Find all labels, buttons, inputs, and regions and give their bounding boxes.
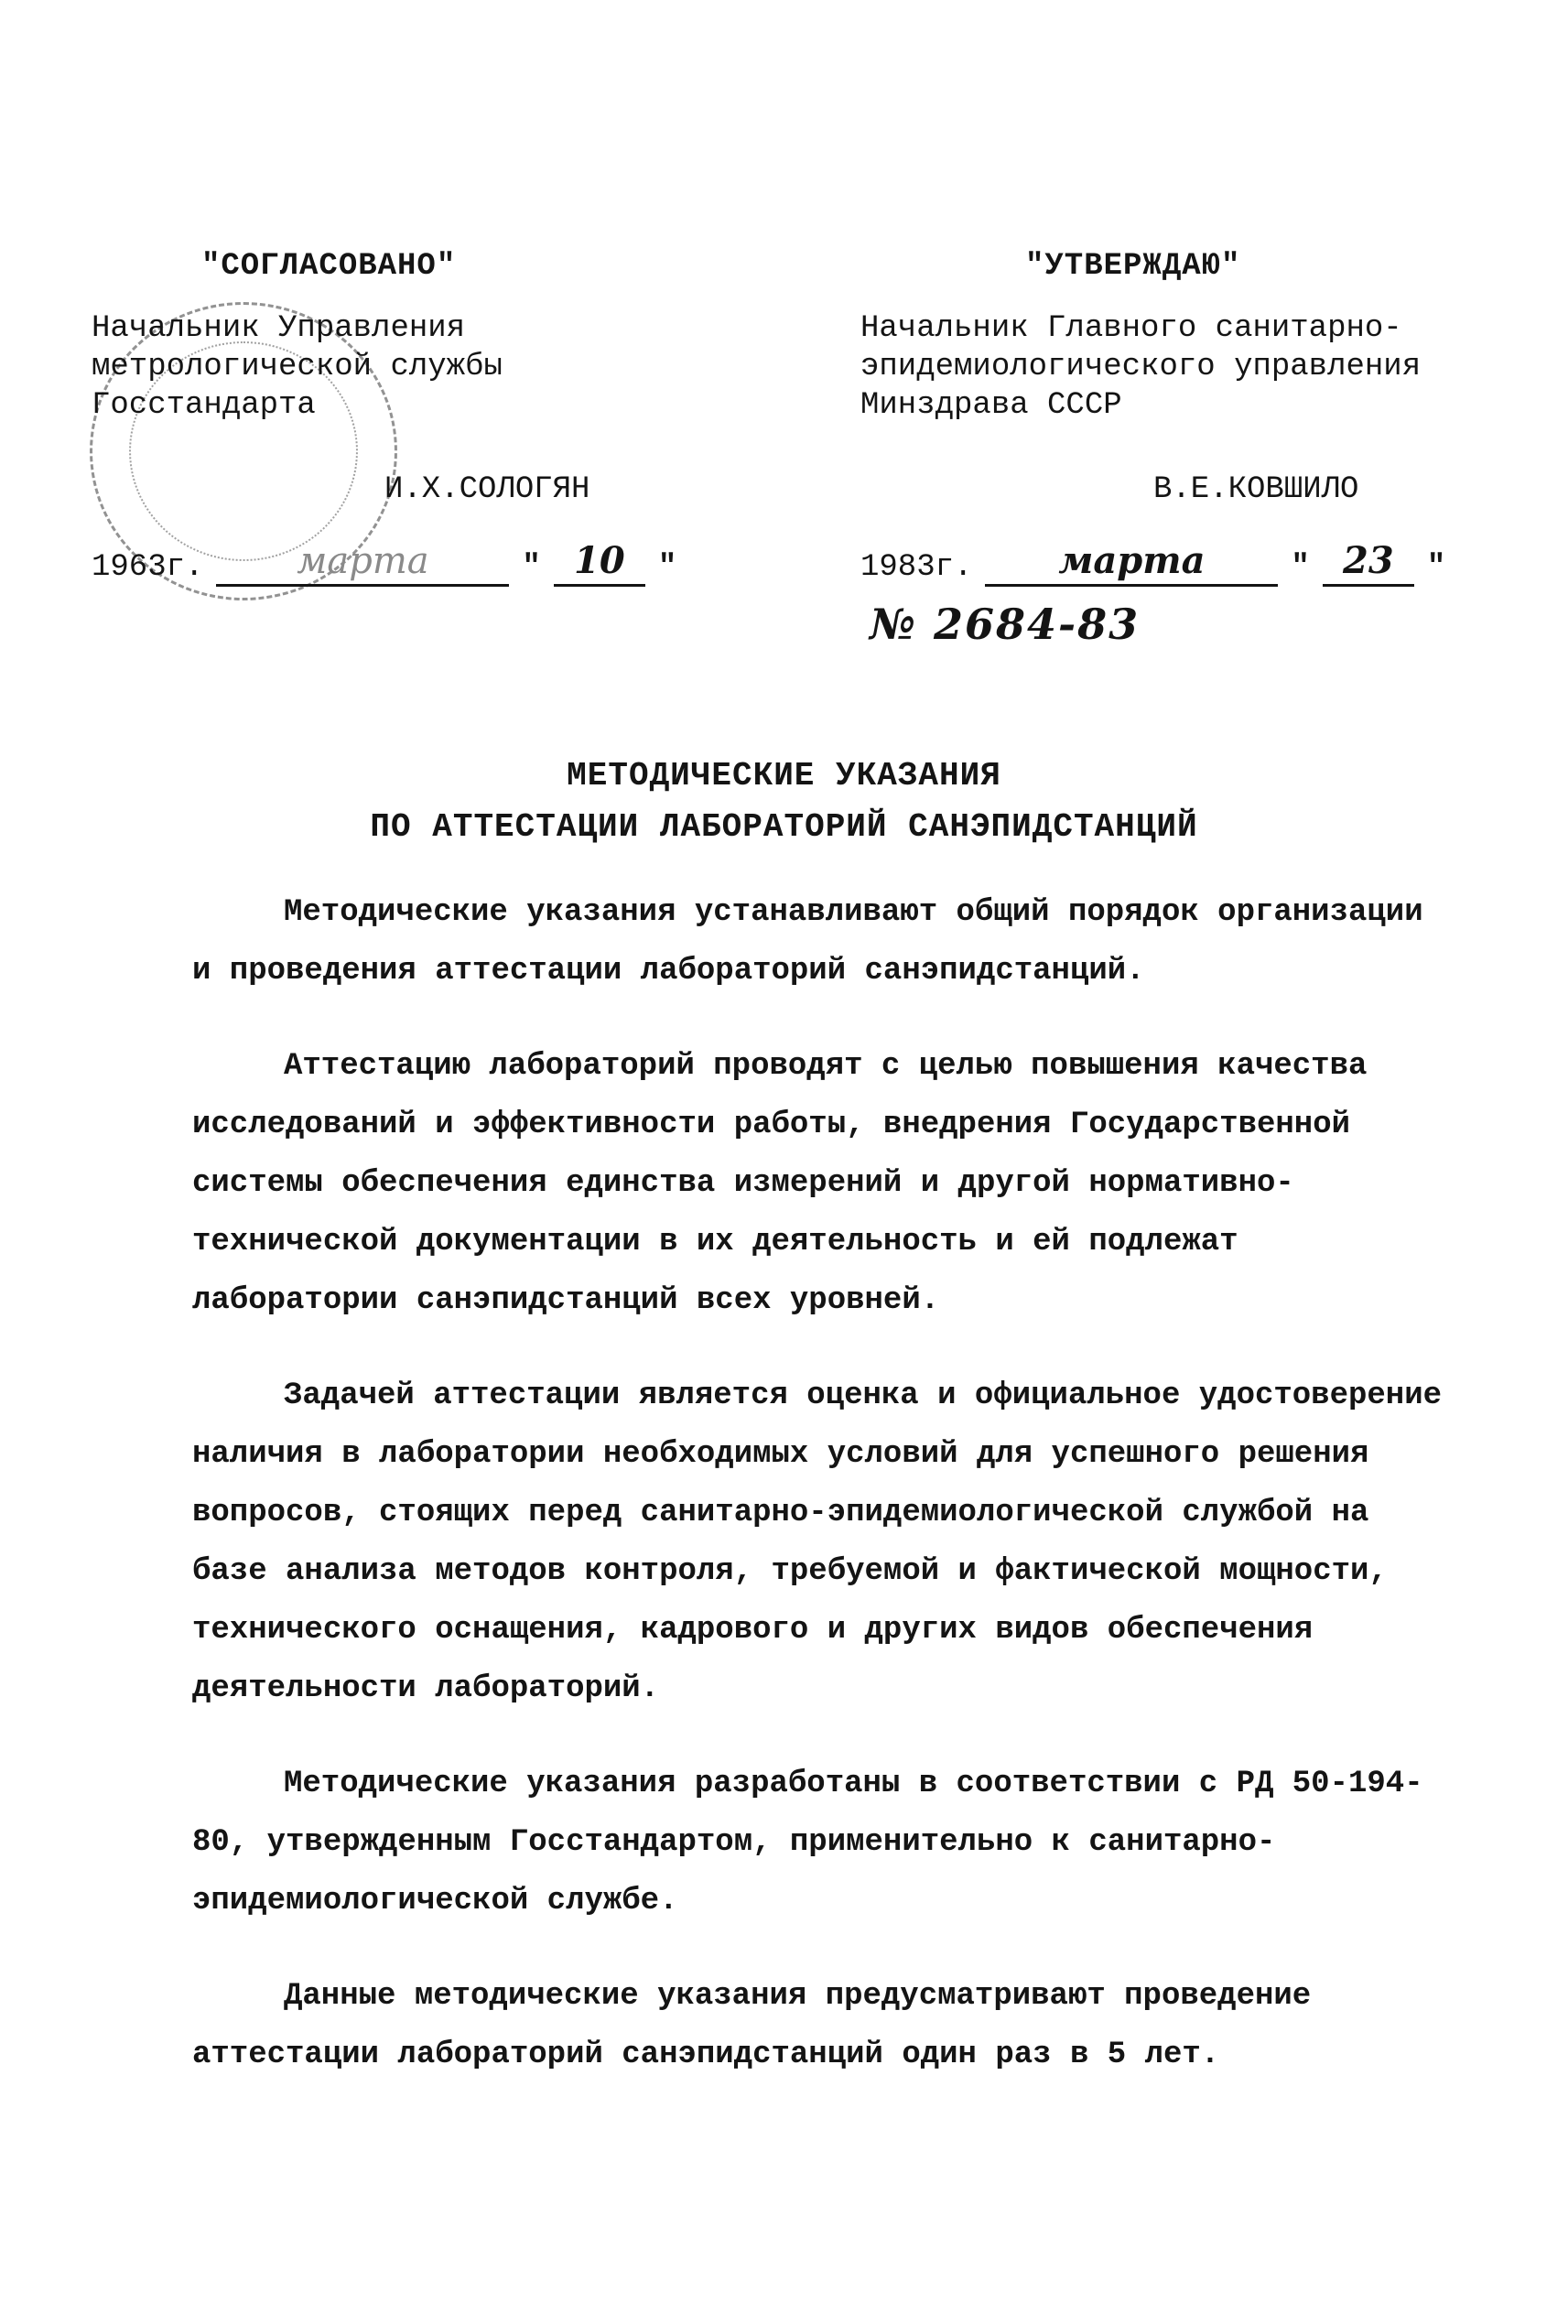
- document-title: [0, 751, 1568, 853]
- body-paragraph: Методические указания устанавливают общий порядок организации и проведения аттестации лабораторий санэпидстанций.: [192, 895, 1423, 989]
- document-title-line-2: ПО АТТЕСТАЦИИ ЛАБОРАТОРИЙ САНЭПИДСТАНЦИЙ: [370, 808, 1198, 846]
- approval-approved-month-handwritten: марта: [985, 540, 1278, 587]
- approval-approved-block: [860, 247, 1483, 649]
- approval-agreed-date: [92, 540, 732, 587]
- body-paragraph: Задачей аттестации является оценка и официальное удостоверение наличия в лаборатории необходимых условий для успешного решения вопросов, стоящих перед санитарно-эпидемиологической службой на базе анализа методов контроля, требуемой и фактической мощности, технического оснащения, кадрового и других видов обеспечения деятельности лабораторий.: [192, 1378, 1443, 1706]
- body-paragraph: Аттестацию лабораторий проводят с целью повышения качества исследований и эффективности работы, внедрения Государственной системы обеспечения единства измерений и другой нормативно-технической документации в их деятельность и ей подлежат лаборатории санэпидстанций всех уровней.: [192, 1049, 1368, 1318]
- approval-approved-name: В.Е.КОВШИЛО: [1153, 472, 1359, 507]
- approval-agreed-heading: "СОГЛАСОВАНО": [201, 249, 457, 284]
- approval-agreed-year: 1963г.: [92, 550, 204, 585]
- quote-close: ": [657, 550, 677, 585]
- approval-approved-year: 1983г.: [860, 550, 973, 585]
- quote-close: ": [1426, 550, 1446, 585]
- approval-agreed-month-handwritten: марта: [216, 540, 509, 587]
- approval-approved-heading: "УТВЕРЖДАЮ": [1025, 249, 1241, 284]
- body-paragraph: Данные методические указания предусматривают проведение аттестации лабораторий санэпидстанций один раз в 5 лет.: [192, 1979, 1312, 2072]
- approval-agreed-name: И.Х.СОЛОГЯН: [384, 472, 590, 507]
- registration-number-handwritten: № 2684-83: [870, 600, 1141, 649]
- document-body: [192, 883, 1455, 2121]
- approval-agreed-block: [92, 247, 732, 587]
- approval-approved-date: [860, 540, 1483, 587]
- approval-approved-position: Начальник Главного санитарно-эпидемиологического управления Минздрава СССР: [860, 311, 1422, 423]
- approval-agreed-day-handwritten: 10: [554, 540, 645, 587]
- body-paragraph: Методические указания разработаны в соответствии с РД 50-194-80, утвержденным Госстандартом, применительно к санитарно-эпидемиологической службе.: [192, 1767, 1423, 1919]
- quote-open: ": [522, 550, 541, 585]
- quote-open: ": [1291, 550, 1310, 585]
- document-title-line-1: МЕТОДИЧЕСКИЕ УКАЗАНИЯ: [567, 757, 1001, 794]
- approval-approved-day-handwritten: 23: [1323, 540, 1414, 587]
- approval-agreed-position: Начальник Управления метрологической службы Госстандарта: [92, 311, 503, 423]
